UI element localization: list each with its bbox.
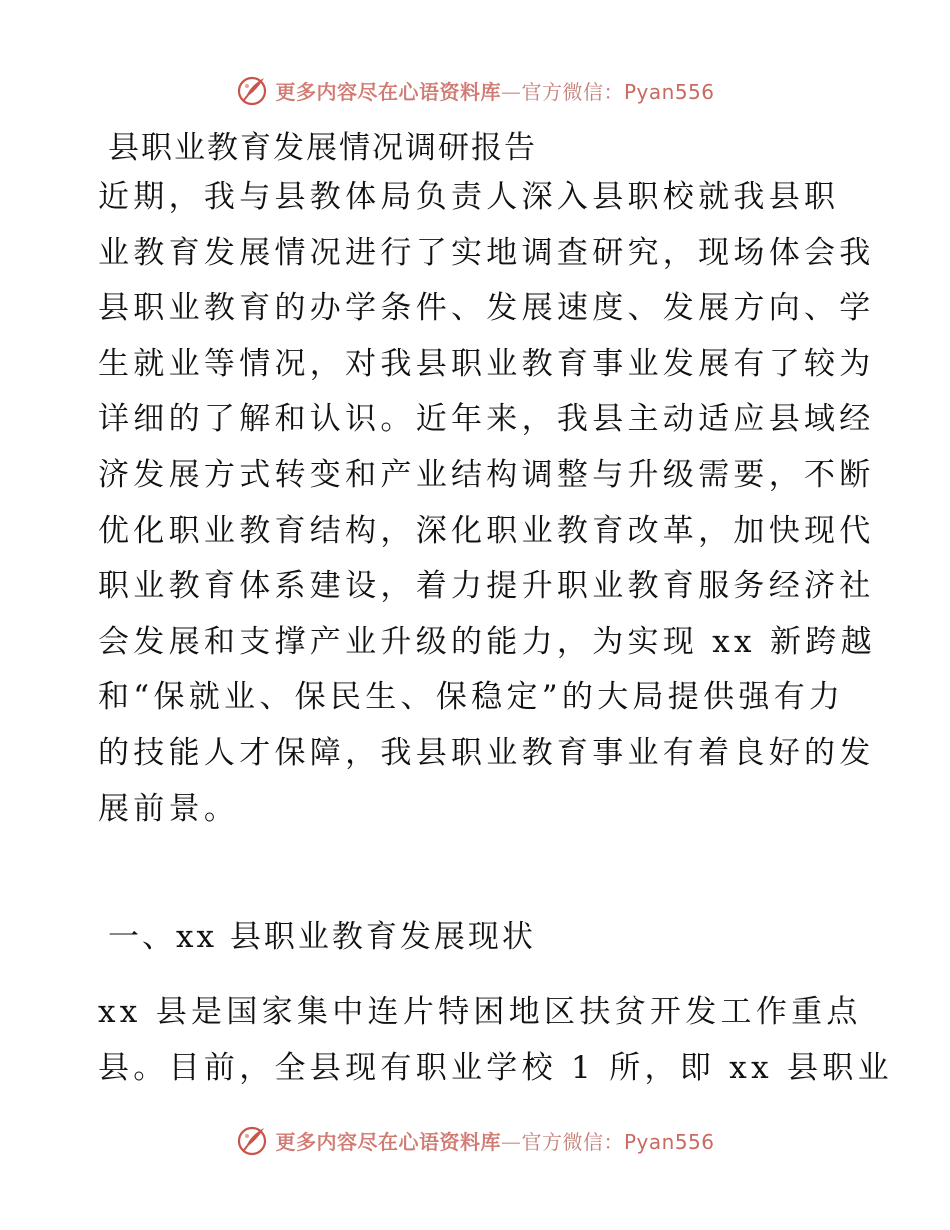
text-line: 近期，我与县教体局负责人深入县职校就我县职 <box>98 179 840 215</box>
text-line: 业教育发展情况进行了实地调查研究，现场体会我 <box>98 234 875 271</box>
text-line: 县职业教育的办学条件、发展速度、发展方向、学 <box>98 290 875 327</box>
banner-label: 更多内容尽在心语资料库 <box>275 79 501 104</box>
text-line: 县。目前，全县现有职业学校 1 所，即 xx 县职业 <box>98 1049 893 1086</box>
text-line: 会发展和支撑产业升级的能力，为实现 xx 新跨越 <box>98 623 876 660</box>
text-line: 详细的了解和认识。近年来，我县主动适应县域经 <box>98 401 875 438</box>
text-line: 职业教育体系建设，着力提升职业教育服务经济社 <box>98 568 875 605</box>
banner-wechat-id: Pyan556 <box>623 79 715 104</box>
banner-text <box>275 76 714 105</box>
banner-wechat-id: Pyan556 <box>623 1129 715 1154</box>
text-line: 生就业等情况，对我县职业教育事业发展有了较为 <box>98 345 875 382</box>
section-heading: 一、xx 县职业教育发展现状 <box>108 919 536 955</box>
text-line: xx 县是国家集中连片特困地区扶贫开发工作重点 <box>98 994 862 1030</box>
text-line: 优化职业教育结构，深化职业教育改革，加快现代 <box>98 512 875 549</box>
banner-wechat-label: 官方微信： <box>521 79 624 104</box>
text-line: 济发展方式转变和产业结构调整与升级需要，不断 <box>98 456 875 493</box>
paragraph-status <box>98 985 893 1096</box>
banner-text <box>275 1126 714 1155</box>
footer-banner <box>0 1118 950 1162</box>
text-line: 展前景。 <box>98 790 240 827</box>
document-title: 县职业教育发展情况调研报告 <box>108 130 537 166</box>
quill-pen-logo-icon <box>235 1123 269 1157</box>
text-line: 的技能人才保障，我县职业教育事业有着良好的发 <box>98 734 875 771</box>
paragraph-intro <box>98 170 876 837</box>
banner-separator: — <box>500 79 522 104</box>
text-line: 和“保就业、保民生、保稳定”的大局提供强有力 <box>98 679 845 716</box>
banner-label: 更多内容尽在心语资料库 <box>275 1129 501 1154</box>
banner-wechat-label: 官方微信： <box>521 1129 624 1154</box>
header-banner <box>0 68 950 112</box>
banner-separator: — <box>500 1129 522 1154</box>
quill-pen-logo-icon <box>235 73 269 107</box>
